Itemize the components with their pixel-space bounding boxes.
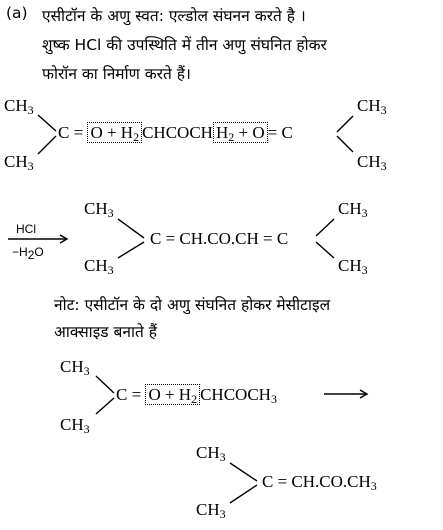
arrow-condition: $-H_2O$	[12, 245, 44, 262]
eq3-main: $C = O + H_2$ $CHCOCH_3$	[116, 385, 277, 406]
para-line-1: एसीटॉन के अणु स्वत: एल्डोल संघनन करते है ।	[42, 7, 306, 25]
eq1-box-right: $H_2 + O$	[213, 122, 268, 143]
eq1-ch3-bottom-right: $CH_3$	[357, 152, 387, 173]
eq4-ch3-top: $CH_3$	[196, 443, 226, 464]
eq3-ch3-bottom: $CH_3$	[60, 415, 90, 436]
item-label: (a)	[6, 4, 28, 22]
eq4-center: $C = CH.CO.CH_3$	[262, 472, 377, 493]
arrow-reagent: HCl	[16, 222, 36, 236]
eq1-main: $C = O + H_2$ CHCOCH $H_2 + O = C$	[58, 123, 293, 144]
eq4-ch3-bottom: $CH_3$	[196, 500, 226, 521]
eq2-ch3-top-right: $CH_3$	[338, 199, 368, 220]
eq1-ch3-top-left: $CH_3$	[4, 96, 34, 117]
eq1-box-left: $O + H_2$	[87, 122, 142, 143]
eq2-center: C = CH.CO.CH = C	[150, 229, 289, 248]
eq2-ch3-bottom-left: $CH_3$	[84, 256, 114, 277]
para-line-3: फोरॉन का निर्माण करते हैं।	[42, 65, 191, 83]
eq2-ch3-bottom-right: $CH_3$	[338, 256, 368, 277]
eq2-ch3-top-left: $CH_3$	[84, 199, 114, 220]
eq1-ch3-bottom-left: $CH_3$	[4, 152, 34, 173]
eq3-ch3-top: $CH_3$	[60, 357, 90, 378]
note-line-2: आक्साइड बनाते हैं	[54, 323, 157, 341]
eq3-box: $O + H_2$	[145, 384, 200, 405]
eq1-ch3-top-right: $CH_3$	[357, 96, 387, 117]
note-line-1: नोट: एसीटॉन के दो अणु संघनित होकर मेसीटाइल	[54, 296, 331, 314]
para-line-2: शुष्क HCl की उपस्थिति में तीन अणु संघनित होकर	[42, 36, 327, 54]
